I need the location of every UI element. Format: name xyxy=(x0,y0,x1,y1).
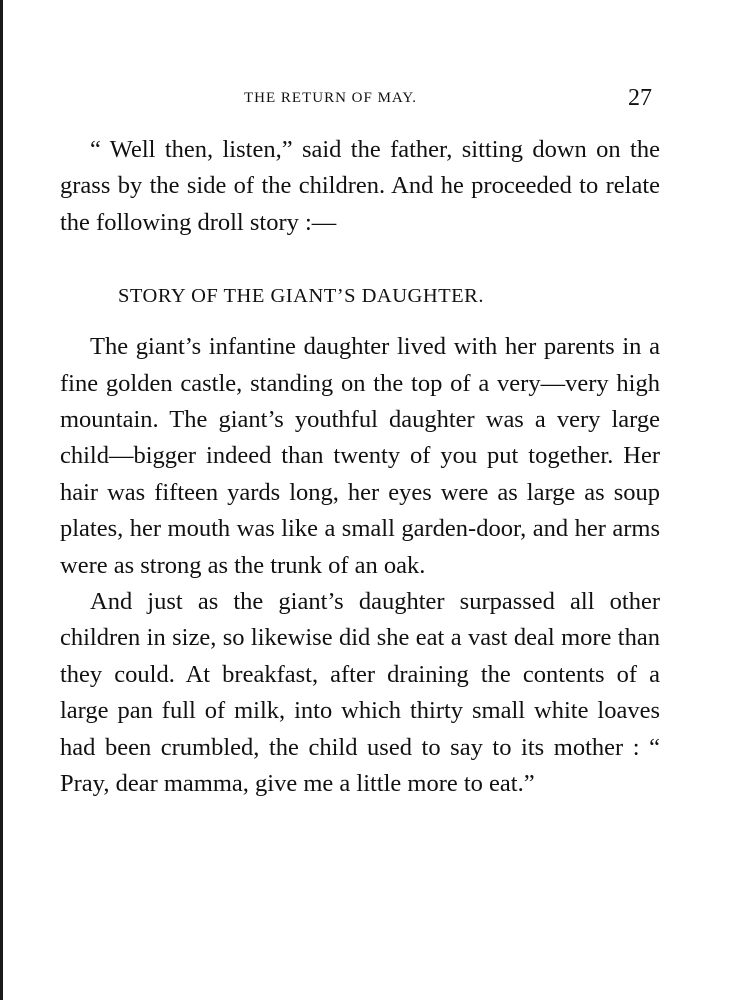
story-paragraph-1: The giant’s infantine daughter lived with her parents in a fine golden castle, standing on the top of a very—very high mountain. The giant’s youthful daughter was a very large child—bigger indeed than twenty of you put together. Her hair was fifteen yards long, her eyes were as large as soup plates, her mouth was like a small garden-door, and her arms were as strong as the trunk of an oak. xyxy=(60,333,660,579)
page-edge-shadow xyxy=(0,0,3,1000)
story-paragraph-2: And just as the giant’s daughter surpassed all other children in size, so likewise did she eat a vast deal more than they could. At breakfast, after draining the contents of a large pan full of milk, into which thirty small white loaves had been crumbled, the child used to say to its mother : “ Pray, dear mamma, give me a little more to eat.” xyxy=(60,588,660,798)
story-title: STORY OF THE GIANT’S DAUGHTER. xyxy=(118,285,484,308)
intro-paragraph: “ Well then, listen,” said the father, sitting down on the grass by the side of the children. And he proceeded to relate the following droll story :— xyxy=(60,136,660,236)
body-text xyxy=(60,132,660,803)
running-head: THE RETURN OF MAY. xyxy=(244,90,418,106)
page-number: 27 xyxy=(628,85,652,111)
